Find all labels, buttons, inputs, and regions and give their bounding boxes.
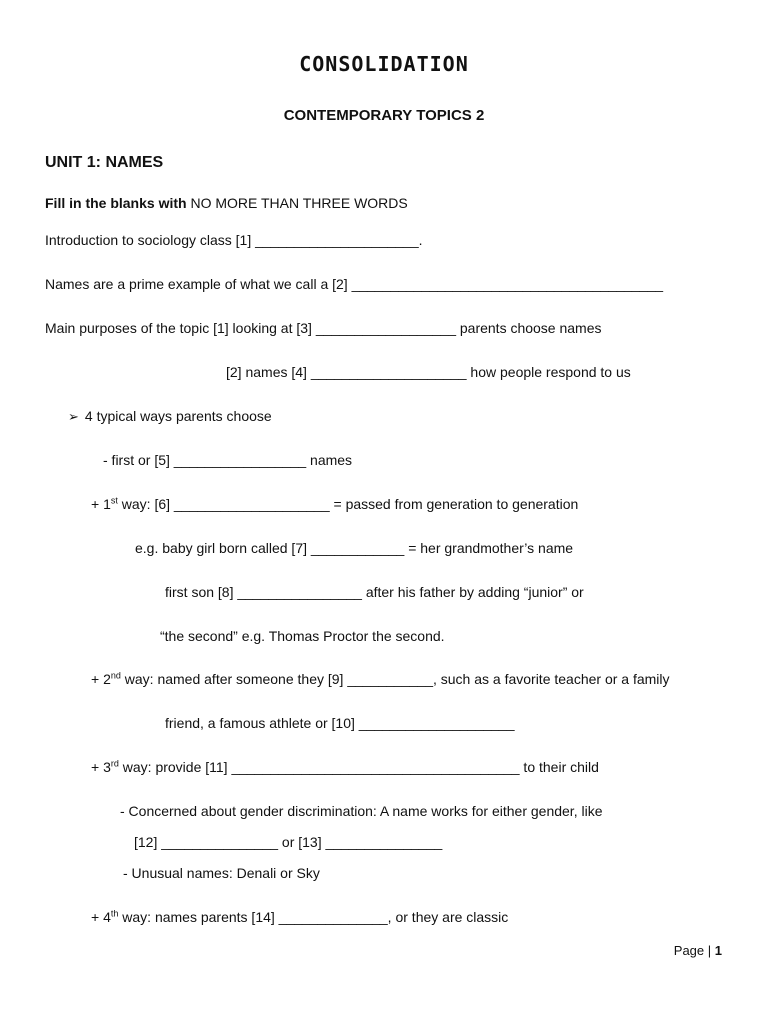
way-prefix: + 4 [91,909,111,925]
exercise-line-9: first son [8] ________________ after his father by adding “junior” or [165,584,584,600]
page-label: Page [673,943,705,958]
way-prefix: + 2 [91,671,111,687]
ordinal-suffix: th [110,908,119,919]
way-text: way: named after someone they [9] ___________, such as a favorite teacher or a family [120,671,670,687]
page-number: 1 [714,943,722,958]
bullet-text: 4 typical ways parents choose [84,408,272,424]
exercise-line-14: - Concerned about gender discrimination: A name works for either gender, like [120,803,603,819]
exercise-line-17 [91,908,508,926]
arrow-bullet-icon: ➢ [68,409,79,424]
exercise-line-2: Names are a prime example of what we call a [2] ________________________________________ [45,276,664,292]
exercise-line-13 [91,758,599,776]
unit-heading: UNIT 1: NAMES [45,154,164,171]
instruction-line [45,195,408,211]
exercise-line-8: e.g. baby girl born called [7] ____________ = her grandmother’s name [135,540,574,556]
exercise-line-4: [2] names [4] ____________________ how people respond to us [226,364,631,380]
ordinal-suffix: nd [110,670,121,681]
exercise-line-1: Introduction to sociology class [1] _____________________. [45,232,423,248]
document-subtitle: CONTEMPORARY TOPICS 2 [283,107,485,124]
way-prefix: + 3 [91,759,111,775]
ordinal-suffix: st [110,495,118,506]
way-prefix: + 1 [91,496,111,512]
exercise-line-3: Main purposes of the topic [1] looking at [3] __________________ parents choose names [45,320,602,336]
way-text: way: names parents [14] ______________, or they are classic [118,909,509,925]
instruction-caps: NO MORE THAN THREE WORDS [190,195,408,211]
exercise-line-15: [12] _______________ or [13] _______________ [134,834,443,850]
exercise-line-6: - first or [5] _________________ names [103,452,353,468]
page-footer [674,943,722,958]
way-text: way: [6] ____________________ = passed from generation to generation [117,496,579,512]
exercise-line-12: friend, a famous athlete or [10] ____________________ [165,715,515,731]
exercise-line-7 [91,495,578,513]
ordinal-suffix: rd [110,758,119,769]
exercise-line-11 [91,670,670,688]
bullet-line [68,407,272,426]
instruction-text: Fill in the blanks with [45,195,191,211]
exercise-line-16: - Unusual names: Denali or Sky [123,865,320,881]
document-title: CONSOLIDATION [299,52,469,76]
page-separator: | [704,943,715,958]
way-text: way: provide [11] _____________________________________ to their child [118,759,599,775]
exercise-line-10: “the second” e.g. Thomas Proctor the second. [160,628,445,644]
